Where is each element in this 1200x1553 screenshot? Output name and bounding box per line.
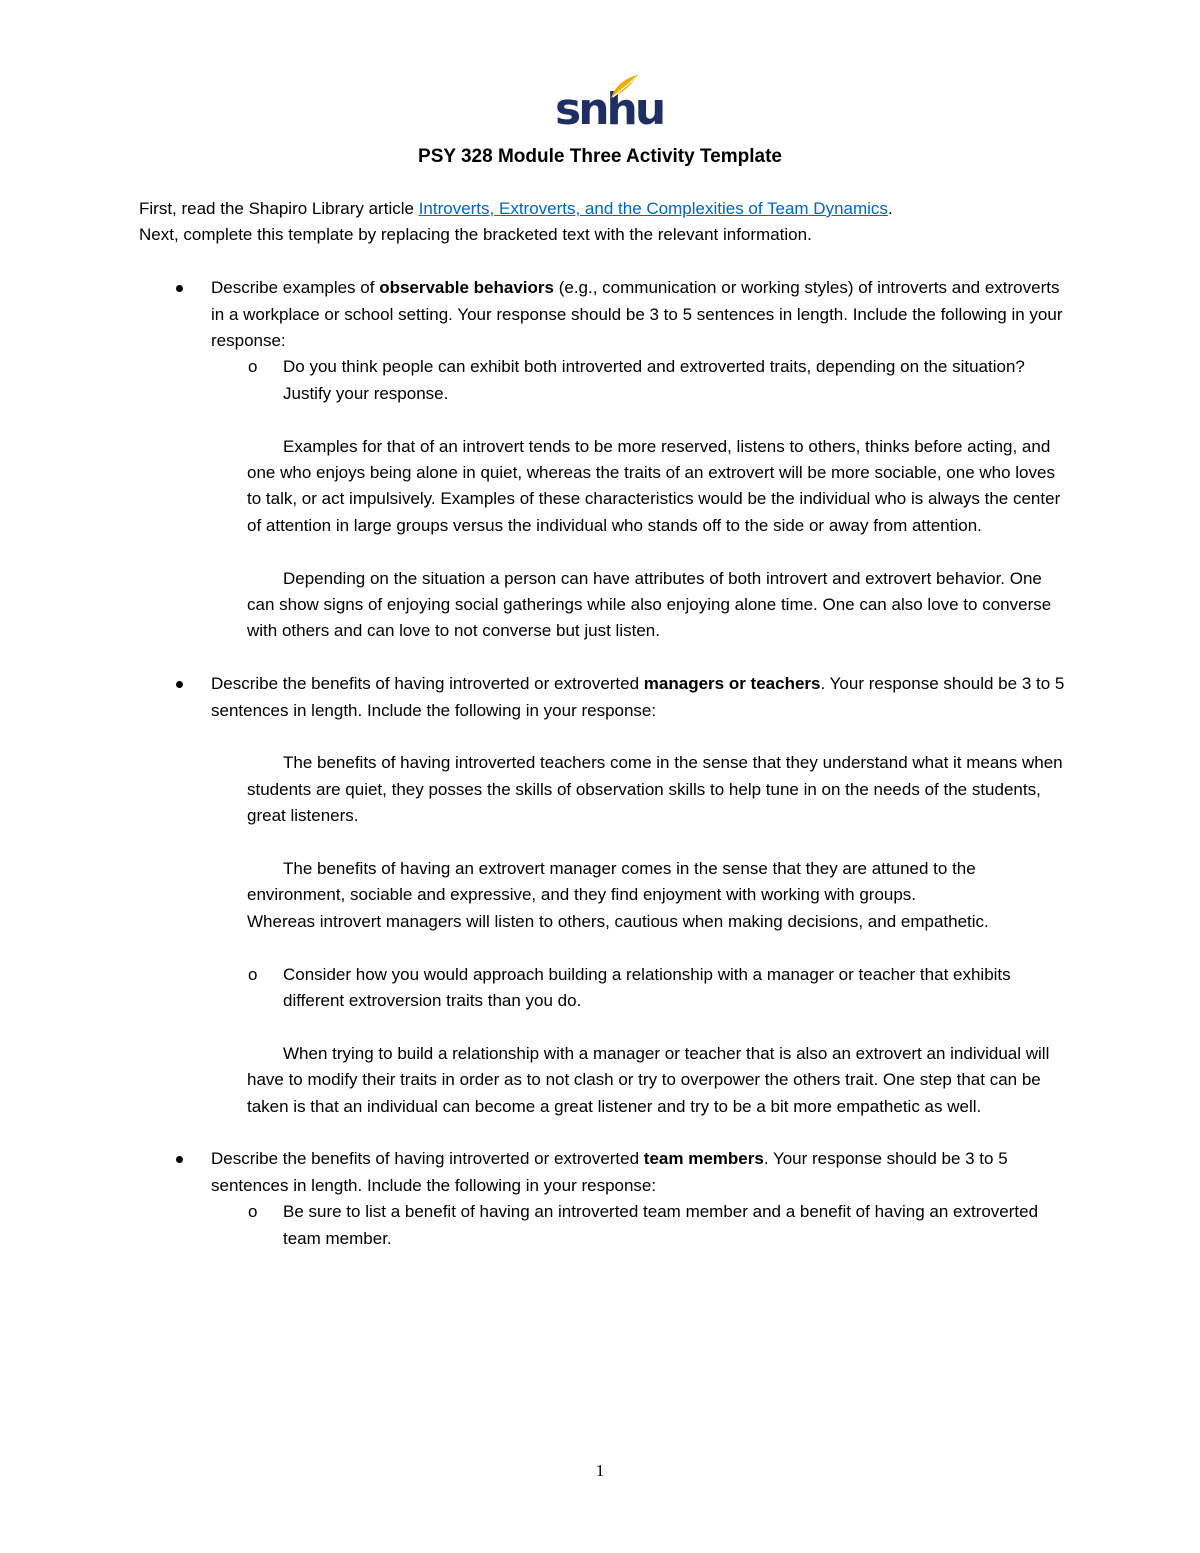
sub-question-team-benefit: o Be sure to list a benefit of having an introverted team member and a benefit of having an extroverted team member. — [139, 1199, 1069, 1252]
answer-behaviors-examples: Examples for that of an introvert tends to be more reserved, listens to others, thinks before acting, and one who enjoys being alone in quiet, whereas the traits of an extrovert will be more sociable, one who loves to talk, or act impulsively. Examples of these characteristics would be the individual who is always the center of attention in large groups versus the individual who stands off to the side or away from attention. — [247, 436, 1061, 535]
logo-wordmark: snhu — [555, 84, 664, 135]
article-link[interactable]: Introverts, Extroverts, and the Complexities of Team Dynamics — [418, 199, 888, 218]
question-observable-behaviors: Describe examples of observable behaviors (e.g., communication or working styles) of introverts and extroverts in a workplace or school setting. Your response should be 3 to 5 sentences in length. Include the following in your response: — [139, 275, 1069, 354]
intro-instruction: Next, complete this template by replacing the bracketed text with the relevant information. — [139, 225, 812, 245]
answer-relationship: When trying to build a relationship with a manager or teacher that is also an extrovert an individual will have to modify their traits in order as to not clash or try to overpower the others trait. One step that can be taken is that an individual can become a great listener and try to be a bit more empathetic as well. — [247, 1043, 1050, 1116]
snhu-logo — [555, 74, 664, 135]
answer-both-traits: Depending on the situation a person can have attributes of both introvert and extrovert behavior. One can show signs of enjoying social gatherings while also enjoying alone time. One can also love to converse with others and can love to not converse but just listen. — [247, 568, 1052, 641]
leaf-icon — [609, 74, 639, 100]
sub-question-relationship: o Consider how you would approach building a relationship with a manager or teacher that exhibits different extroversion traits than you do. — [139, 962, 1069, 1015]
document-body — [139, 196, 1069, 1252]
sub-question-both-traits: o Do you think people can exhibit both introverted and extroverted traits, depending on the situation? Justify your response. — [139, 354, 1069, 407]
intro-paragraph: First, read the Shapiro Library article Introverts, Extroverts, and the Complexities of Team Dynamics. — [139, 199, 893, 218]
question-managers-teachers: Describe the benefits of having introverted or extroverted managers or teachers. Your response should be 3 to 5 sentences in length. Include the following in your response: — [139, 671, 1069, 724]
page-title: PSY 328 Module Three Activity Template — [418, 146, 782, 167]
question-team-members: Describe the benefits of having introverted or extroverted team members. Your response should be 3 to 5 sentences in length. Include the following in your response: — [139, 1146, 1069, 1199]
answer-introverted-teachers: The benefits of having introverted teachers come in the sense that they understand what it means when students are quiet, they posses the skills of observation skills to help tune in on the needs of the students, great listeners. — [247, 753, 1063, 826]
page-number: 1 — [595, 1461, 605, 1480]
answer-extrovert-manager: The benefits of having an extrovert manager comes in the sense that they are attuned to the environment, sociable and expressive, and they find enjoyment with working with groups. Whereas introvert managers will listen to others, cautious when making decisions, and empathetic. — [247, 859, 989, 931]
